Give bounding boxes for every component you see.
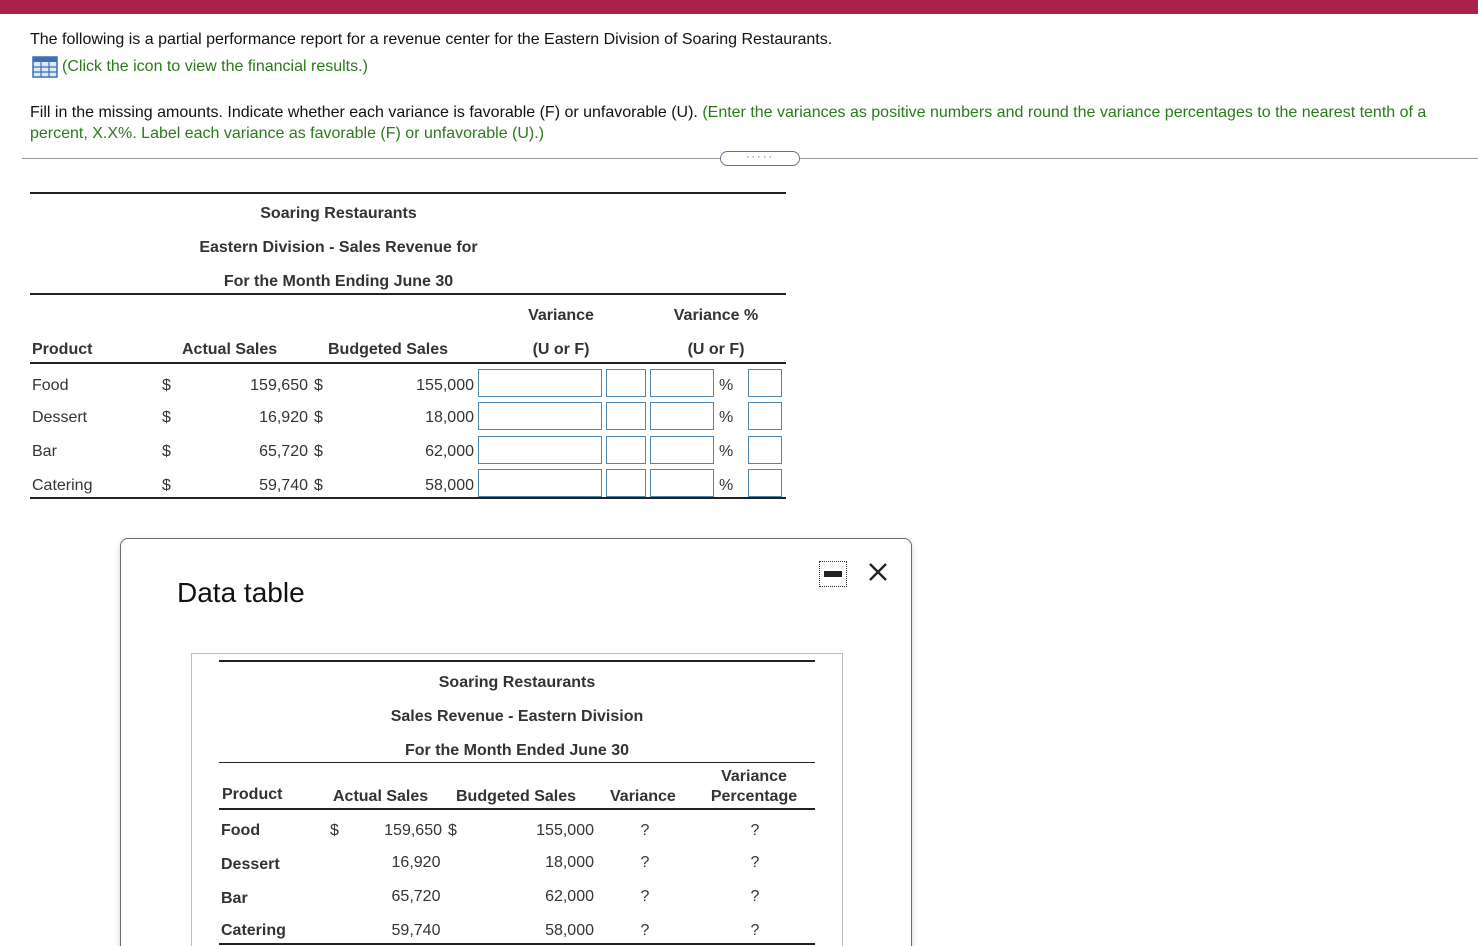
dt-row-bar-product: Bar bbox=[221, 890, 248, 907]
instructions-text: Fill in the missing amounts. Indicate whether each variance is favorable (F) or unfavorable (U). bbox=[30, 104, 698, 121]
row-bar-variance-uf-input[interactable] bbox=[606, 436, 646, 464]
row-bar-actual: 65,720 bbox=[259, 443, 308, 460]
dt-row-catering-variance-pct: ? bbox=[750, 922, 760, 939]
dt-title-revenue: Sales Revenue - Eastern Division bbox=[390, 708, 644, 725]
dt-row-bar-variance-pct: ? bbox=[750, 888, 760, 905]
row-dessert-variance-pct-input[interactable] bbox=[650, 402, 714, 430]
instructions bbox=[30, 102, 1470, 144]
close-icon[interactable] bbox=[863, 557, 893, 587]
dt-row-bar-variance: ? bbox=[640, 888, 650, 905]
row-bar-dollar-budget: $ bbox=[314, 443, 323, 460]
row-food-variance-pct-input[interactable] bbox=[650, 369, 714, 397]
dt-top-rule bbox=[219, 660, 815, 662]
top-header-bar bbox=[0, 0, 1478, 14]
row-food-pct-sign: % bbox=[719, 377, 734, 394]
minimize-icon[interactable] bbox=[819, 561, 847, 587]
dt-row-catering-variance: ? bbox=[640, 922, 650, 939]
dt-title-rule bbox=[219, 762, 815, 763]
row-dessert-pct-sign: % bbox=[719, 409, 734, 426]
row-food-dollar-budget: $ bbox=[314, 377, 323, 394]
header-actual-sales: Actual Sales bbox=[182, 341, 278, 358]
row-catering-pct-sign: % bbox=[719, 477, 734, 494]
row-catering-variance-input[interactable] bbox=[478, 469, 602, 497]
dt-row-catering-budgeted: 58,000 bbox=[545, 922, 594, 939]
row-catering-variance-pct-input[interactable] bbox=[650, 469, 714, 497]
report-bottom-rule bbox=[30, 497, 786, 499]
row-food-budgeted: 155,000 bbox=[416, 377, 474, 394]
dt-row-food-actual: 159,650 bbox=[384, 822, 442, 839]
dt-row-food-dollar2: $ bbox=[448, 822, 457, 839]
row-bar-variance-input[interactable] bbox=[478, 436, 602, 464]
dt-row-bar-budgeted: 62,000 bbox=[545, 888, 594, 905]
row-food-variance-pct-uf-input[interactable] bbox=[748, 369, 782, 397]
row-catering-actual: 59,740 bbox=[259, 477, 308, 494]
header-product: Product bbox=[32, 341, 93, 358]
row-dessert-budgeted: 18,000 bbox=[425, 409, 474, 426]
dt-row-bar-actual: 65,720 bbox=[391, 888, 441, 905]
row-food-variance-input[interactable] bbox=[478, 369, 602, 397]
row-dessert-variance-input[interactable] bbox=[478, 402, 602, 430]
row-dessert-dollar-budget: $ bbox=[314, 409, 323, 426]
question-intro-text: The following is a partial performance report for a revenue center for the Eastern Division of Soaring Restaurants. bbox=[30, 31, 833, 48]
row-bar-dollar-actual: $ bbox=[162, 443, 171, 460]
dt-header-variance-pct-top: Variance bbox=[721, 768, 787, 785]
dt-header-actual: Actual Sales bbox=[333, 788, 429, 805]
dt-row-food-dollar1: $ bbox=[330, 822, 339, 839]
dt-row-catering-product: Catering bbox=[221, 922, 286, 939]
dt-row-dessert-variance: ? bbox=[640, 854, 650, 871]
table-grid-icon[interactable] bbox=[32, 56, 58, 78]
row-bar-product: Bar bbox=[32, 443, 57, 460]
dt-row-food-budgeted: 155,000 bbox=[536, 822, 594, 839]
row-catering-variance-uf-input[interactable] bbox=[606, 469, 646, 497]
row-dessert-actual: 16,920 bbox=[259, 409, 308, 426]
dt-row-dessert-product: Dessert bbox=[221, 856, 280, 873]
report-top-rule bbox=[30, 192, 786, 194]
dt-header-variance: Variance bbox=[610, 788, 676, 805]
dt-row-catering-actual: 59,740 bbox=[391, 922, 441, 939]
view-financial-results-link[interactable] bbox=[32, 56, 368, 78]
dt-header-variance-pct-bottom: Percentage bbox=[710, 788, 798, 805]
row-dessert-dollar-actual: $ bbox=[162, 409, 171, 426]
expand-button[interactable] bbox=[720, 151, 800, 166]
dt-header-product: Product bbox=[222, 786, 283, 803]
report-title-company: Soaring Restaurants bbox=[260, 205, 417, 222]
header-variance-pct: Variance % bbox=[673, 307, 759, 324]
row-dessert-variance-pct-uf-input[interactable] bbox=[748, 402, 782, 430]
row-food-variance-uf-input[interactable] bbox=[606, 369, 646, 397]
dt-bottom-rule bbox=[219, 943, 815, 945]
row-catering-budgeted: 58,000 bbox=[425, 477, 474, 494]
report-title-division: Eastern Division - Sales Revenue for bbox=[199, 239, 478, 256]
row-dessert-variance-uf-input[interactable] bbox=[606, 402, 646, 430]
header-variance: Variance bbox=[528, 307, 594, 324]
dt-header-budgeted: Budgeted Sales bbox=[456, 788, 577, 805]
row-catering-variance-pct-uf-input[interactable] bbox=[748, 469, 782, 497]
data-table-panel bbox=[191, 653, 843, 946]
header-variance-uf: (U or F) bbox=[532, 341, 590, 358]
row-bar-variance-pct-input[interactable] bbox=[650, 436, 714, 464]
dt-title-period: For the Month Ended June 30 bbox=[404, 742, 629, 759]
instructions-hint: (Enter the variances as positive numbers and round the variance percentages to the nearest tenth of a percent, X.X%. Label each variance as favorable (F) or unfavorable (U).) bbox=[30, 104, 1427, 142]
dt-row-dessert-actual: 16,920 bbox=[391, 854, 441, 871]
row-food-dollar-actual: $ bbox=[162, 377, 171, 394]
row-bar-budgeted: 62,000 bbox=[425, 443, 474, 460]
dt-row-dessert-budgeted: 18,000 bbox=[545, 854, 594, 871]
row-catering-dollar-actual: $ bbox=[162, 477, 171, 494]
data-table-modal bbox=[120, 538, 912, 946]
row-food-actual: 159,650 bbox=[250, 377, 308, 394]
report-header-rule bbox=[30, 362, 786, 364]
header-budgeted-sales: Budgeted Sales bbox=[328, 341, 449, 358]
dt-title-company: Soaring Restaurants bbox=[438, 674, 596, 691]
row-catering-dollar-budget: $ bbox=[314, 477, 323, 494]
row-food-product: Food bbox=[32, 377, 69, 394]
header-variance-pct-uf: (U or F) bbox=[687, 341, 745, 358]
row-bar-pct-sign: % bbox=[719, 443, 734, 460]
modal-title: Data table bbox=[177, 577, 305, 608]
report-title-rule bbox=[30, 293, 786, 295]
dt-row-food-variance: ? bbox=[640, 822, 650, 839]
dt-row-dessert-variance-pct: ? bbox=[750, 854, 760, 871]
expand-dots: ····· bbox=[745, 151, 775, 163]
dt-row-food-variance-pct: ? bbox=[750, 822, 760, 839]
dt-row-food-product: Food bbox=[221, 822, 261, 839]
report-title-period: For the Month Ending June 30 bbox=[223, 273, 454, 290]
row-dessert-product: Dessert bbox=[32, 409, 88, 426]
view-results-link-text[interactable]: (Click the icon to view the financial results.) bbox=[62, 58, 368, 75]
row-catering-product: Catering bbox=[32, 477, 93, 494]
row-bar-variance-pct-uf-input[interactable] bbox=[748, 436, 782, 464]
dt-header-rule bbox=[219, 808, 815, 810]
